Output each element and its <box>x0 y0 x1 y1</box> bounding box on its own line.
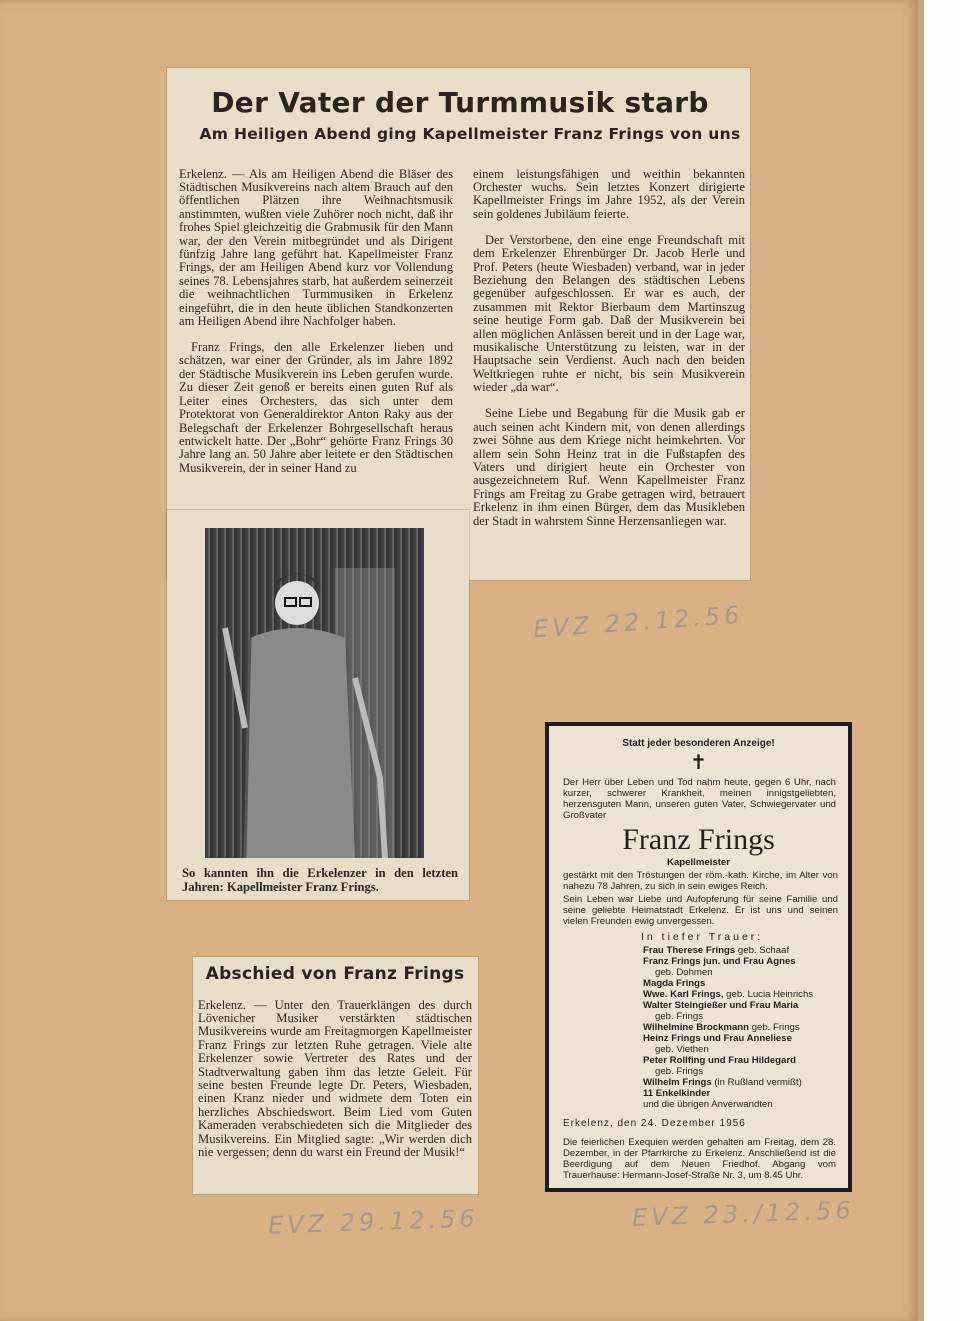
mourner-detail: geb. Frings <box>749 1022 800 1033</box>
mourner-line <box>643 1077 848 1088</box>
mourner-detail: geb. Schaaf <box>735 945 790 956</box>
mourner-name: 11 Enkelkinder <box>643 1088 711 1099</box>
mourner-line <box>643 1055 848 1066</box>
article-col2-paragraph: Seine Liebe und Begabung für die Musik gab er auch seinen acht Kindern mit, von denen allerdings zwei Söhne aus dem Kriege nicht heimkehrten. Vor allem sein Sohn Heinz trat in die Fußstapfen des Vaters und dirigiert heute ein Orchester von ausgezeichnetem Ruf. Wenn Kapellmeister Franz Frings am Freitag zu Grabe getragen wird, betrauert Erkelenz in ihm einen Bürger, dem das Musikleben der Stadt in wahrstem Sinne Herzensanliegen war. <box>473 406 745 528</box>
mourner-line <box>643 967 848 978</box>
mourner-name: Peter Rollfing und Frau Hildegard <box>643 1055 796 1066</box>
mourner-name: Walter Steingießer und Frau Maria <box>643 1000 799 1011</box>
mourner-detail: geb. Viethen <box>655 1044 709 1055</box>
second-article-headline: Abschied von Franz Frings <box>205 964 465 984</box>
photo-caption: So kannten ihn die Erkelenzer in den letzten Jahren: Kapellmeister Franz Frings. <box>182 866 458 894</box>
mourner-line <box>643 1088 848 1099</box>
article-subheadline: Am Heiligen Abend ging Kapellmeister Franz Frings von uns <box>199 125 741 143</box>
mourner-line <box>643 1044 848 1055</box>
notice-dateline: Erkelenz, den 24. Dezember 1956 <box>563 1118 746 1129</box>
mourner-line <box>643 1066 848 1077</box>
mourner-line <box>643 1000 848 1011</box>
handwritten-date-2: EVZ 29.12.56 <box>267 1204 479 1240</box>
mourner-name: Franz Frings jun. und Frau Agnes <box>643 956 796 967</box>
article-column-2 <box>473 155 745 585</box>
mourner-line <box>643 945 848 956</box>
mourner-line <box>643 989 848 1000</box>
second-article-body <box>198 986 472 1186</box>
mourner-detail: geb. Frings <box>655 1011 703 1022</box>
article-column-1 <box>179 155 453 521</box>
notice-mourning: In tiefer Trauer: <box>641 931 764 943</box>
mourner-name: Frau Therese Frings <box>643 945 736 956</box>
mourner-detail: geb. Lucia Heinrichs <box>723 989 814 1000</box>
mourner-detail: und die übrigen Anverwandten <box>643 1099 773 1110</box>
death-notice <box>545 722 852 1192</box>
notice-intro: Der Herr über Leben und Tod nahm heute, gegen 6 Uhr, nach kurzer, schwerer Krankheit, meinen innigstgeliebten, herzensguten Mann, unseren guten Vater, Schwiegervater und Großvater <box>563 777 836 821</box>
mourner-name: Wilhelmine Brockmann <box>643 1022 749 1033</box>
notice-title: Kapellmeister <box>667 857 730 868</box>
mourner-name: Wwe. Karl Frings, <box>643 989 724 1000</box>
article-col1-paragraph: Erkelenz. — Als am Heiligen Abend die Bläser des Städtischen Musikvereins nach altem Brauch auf den öffentlichen Plätzen ihre Weihnachtsmusik anstimmten, wußten viele Zuhörer noch nicht, daß ihr frohes Spiel gleichzeitig die Grabmusik für den Mann war, der den Verein mitbegründet und als Dirigent fünfzig Jahre lang geführt hat. Kapellmeister Franz Frings, der am Heiligen Abend kurz vor Vollendung seines 78. Lebensjahres starb, hat außerdem seinerzeit die weihnachtlichen Turmmusiken in Erkelenz eingeführt, die in den heute üblichen Standkonzerten am Heiligen Abend ihre Nachfolger haben. <box>179 166 453 329</box>
mourner-detail: geb. Frings <box>655 1066 703 1077</box>
mourner-name: Magda Frings <box>643 978 706 989</box>
mourner-line <box>643 956 848 967</box>
mourner-line <box>643 1033 848 1044</box>
article-col2-paragraph: Der Verstorbene, den eine enge Freundschaft mit dem Erkelenzer Ehrenbürger Dr. Jacob Herle und Prof. Peters (heute Wiesbaden) verband, war in jeder Beziehung den Belangen des städtischen Lebens gegenüber aufgeschlossen. Er war es auch, der zusammen mit Rektor Bierbaum dem Martinszug seine heutige Form gab. Daß der Musikverein bei allen möglichen Anlässen bereit und in der Lage war, musikalische Unterstützung zu leisten, war in der Hauptsache sein Verdienst. Auch nach den beiden Weltkriegen ruhte er nicht, bis sein Musikverein wieder „da war“. <box>473 232 745 395</box>
handwritten-date-1: EVZ 22.12.56 <box>532 600 745 644</box>
mourner-detail: (in Rußland vermißt) <box>711 1077 802 1088</box>
second-article-text: Erkelenz. — Unter den Trauerklängen des durch Lövenicher Musiker verstärkten städtischen Musikvereins wurde am Freitagmorgen Kapellmeister Franz Frings zur letzten Ruhe getragen. Viele alte Erkelenzer sowie Vertreter des Rates und der Stadtverwaltung gaben ihm das letzte Geleit. Für seine besten Freunde legte Dr. Peters, Wiesbaden, einen Kranz nieder und widmete dem Toten ein herzliches Abschiedswort. Beim Lied vom Guten Kameraden verabschiedeten sich die Mitglieder des Musikvereins. Ein Mitglied sagte: „Wir werden dich nie vergessen; denn du warst ein Freund der Musik!“ <box>198 997 472 1160</box>
mourners-list <box>643 945 848 1110</box>
mourner-line <box>643 1022 848 1033</box>
notice-text-1: gestärkt mit den Tröstungen der röm.-kath. Kirche, im Alter von nahezu 78 Jahren, zu sich in sein ewiges Reich. <box>563 870 838 892</box>
page-edge <box>918 0 924 1321</box>
mourner-detail: geb. Dohmen <box>655 967 713 978</box>
mourner-name: Wilhelm Frings <box>643 1077 712 1088</box>
article-headline: Der Vater der Turmmusik starb <box>211 86 709 119</box>
notice-header: Statt jeder besonderen Anzeige! <box>622 738 775 749</box>
notice-footer: Die feierlichen Exequien werden gehalten am Freitag, dem 28. Dezember, in der Pfarrkirche zu Erkelenz. Anschließend ist die Beerdigung auf dem Neuen Friedhof. Abgang vom Trauerhause: Hermann-Josef-Straße Nr. 3, um 8.45 Uhr. <box>563 1137 836 1181</box>
notice-text-2: Sein Leben war Liebe und Aufopferung für seine Familie und seine geliebte Heimatstadt Erkelenz. Er ist uns und seinen vielen Freunden ewig unvergessen. <box>563 894 838 927</box>
article-col2-paragraph: einem leistungsfähigen und weithin bekannten Orchester wuchs. Sein letztes Konzert dirigierte Kapellmeister Frings im Jahre 1952, als der Verein sein goldenes Jubiläum feierte. <box>473 166 745 221</box>
cross-icon: ✝ <box>690 750 707 774</box>
handwritten-date-3: EVZ 23./12.56 <box>631 1196 856 1232</box>
portrait-photo <box>205 528 424 858</box>
article-col1-paragraph: Franz Frings, den alle Erkelenzer lieben und schätzen, war einer der Gründer, als im Jahre 1892 der Städtische Musikverein ins Leben gerufen wurde. Zu dieser Zeit genoß er bereits einen guten Ruf als Leiter eines Orchesters, das sich unter dem Protektorat von Generaldirektor Anton Raky aus der Belegschaft der Erkelenzer Bohrgesellschaft heraus entwickelt hatte. Der „Bohr“ gehörte Franz Frings 30 Jahre lang an. 50 Jahre aber leitete er den Städtischen Musikverein, der in seiner Hand zu <box>179 340 453 475</box>
mourner-name: Heinz Frings und Frau Anneliese <box>643 1033 792 1044</box>
portrait-figure <box>205 528 424 858</box>
mourner-line <box>643 1099 848 1110</box>
notice-name: Franz Frings <box>622 823 775 856</box>
mourner-line <box>643 978 848 989</box>
mourner-line <box>643 1011 848 1022</box>
